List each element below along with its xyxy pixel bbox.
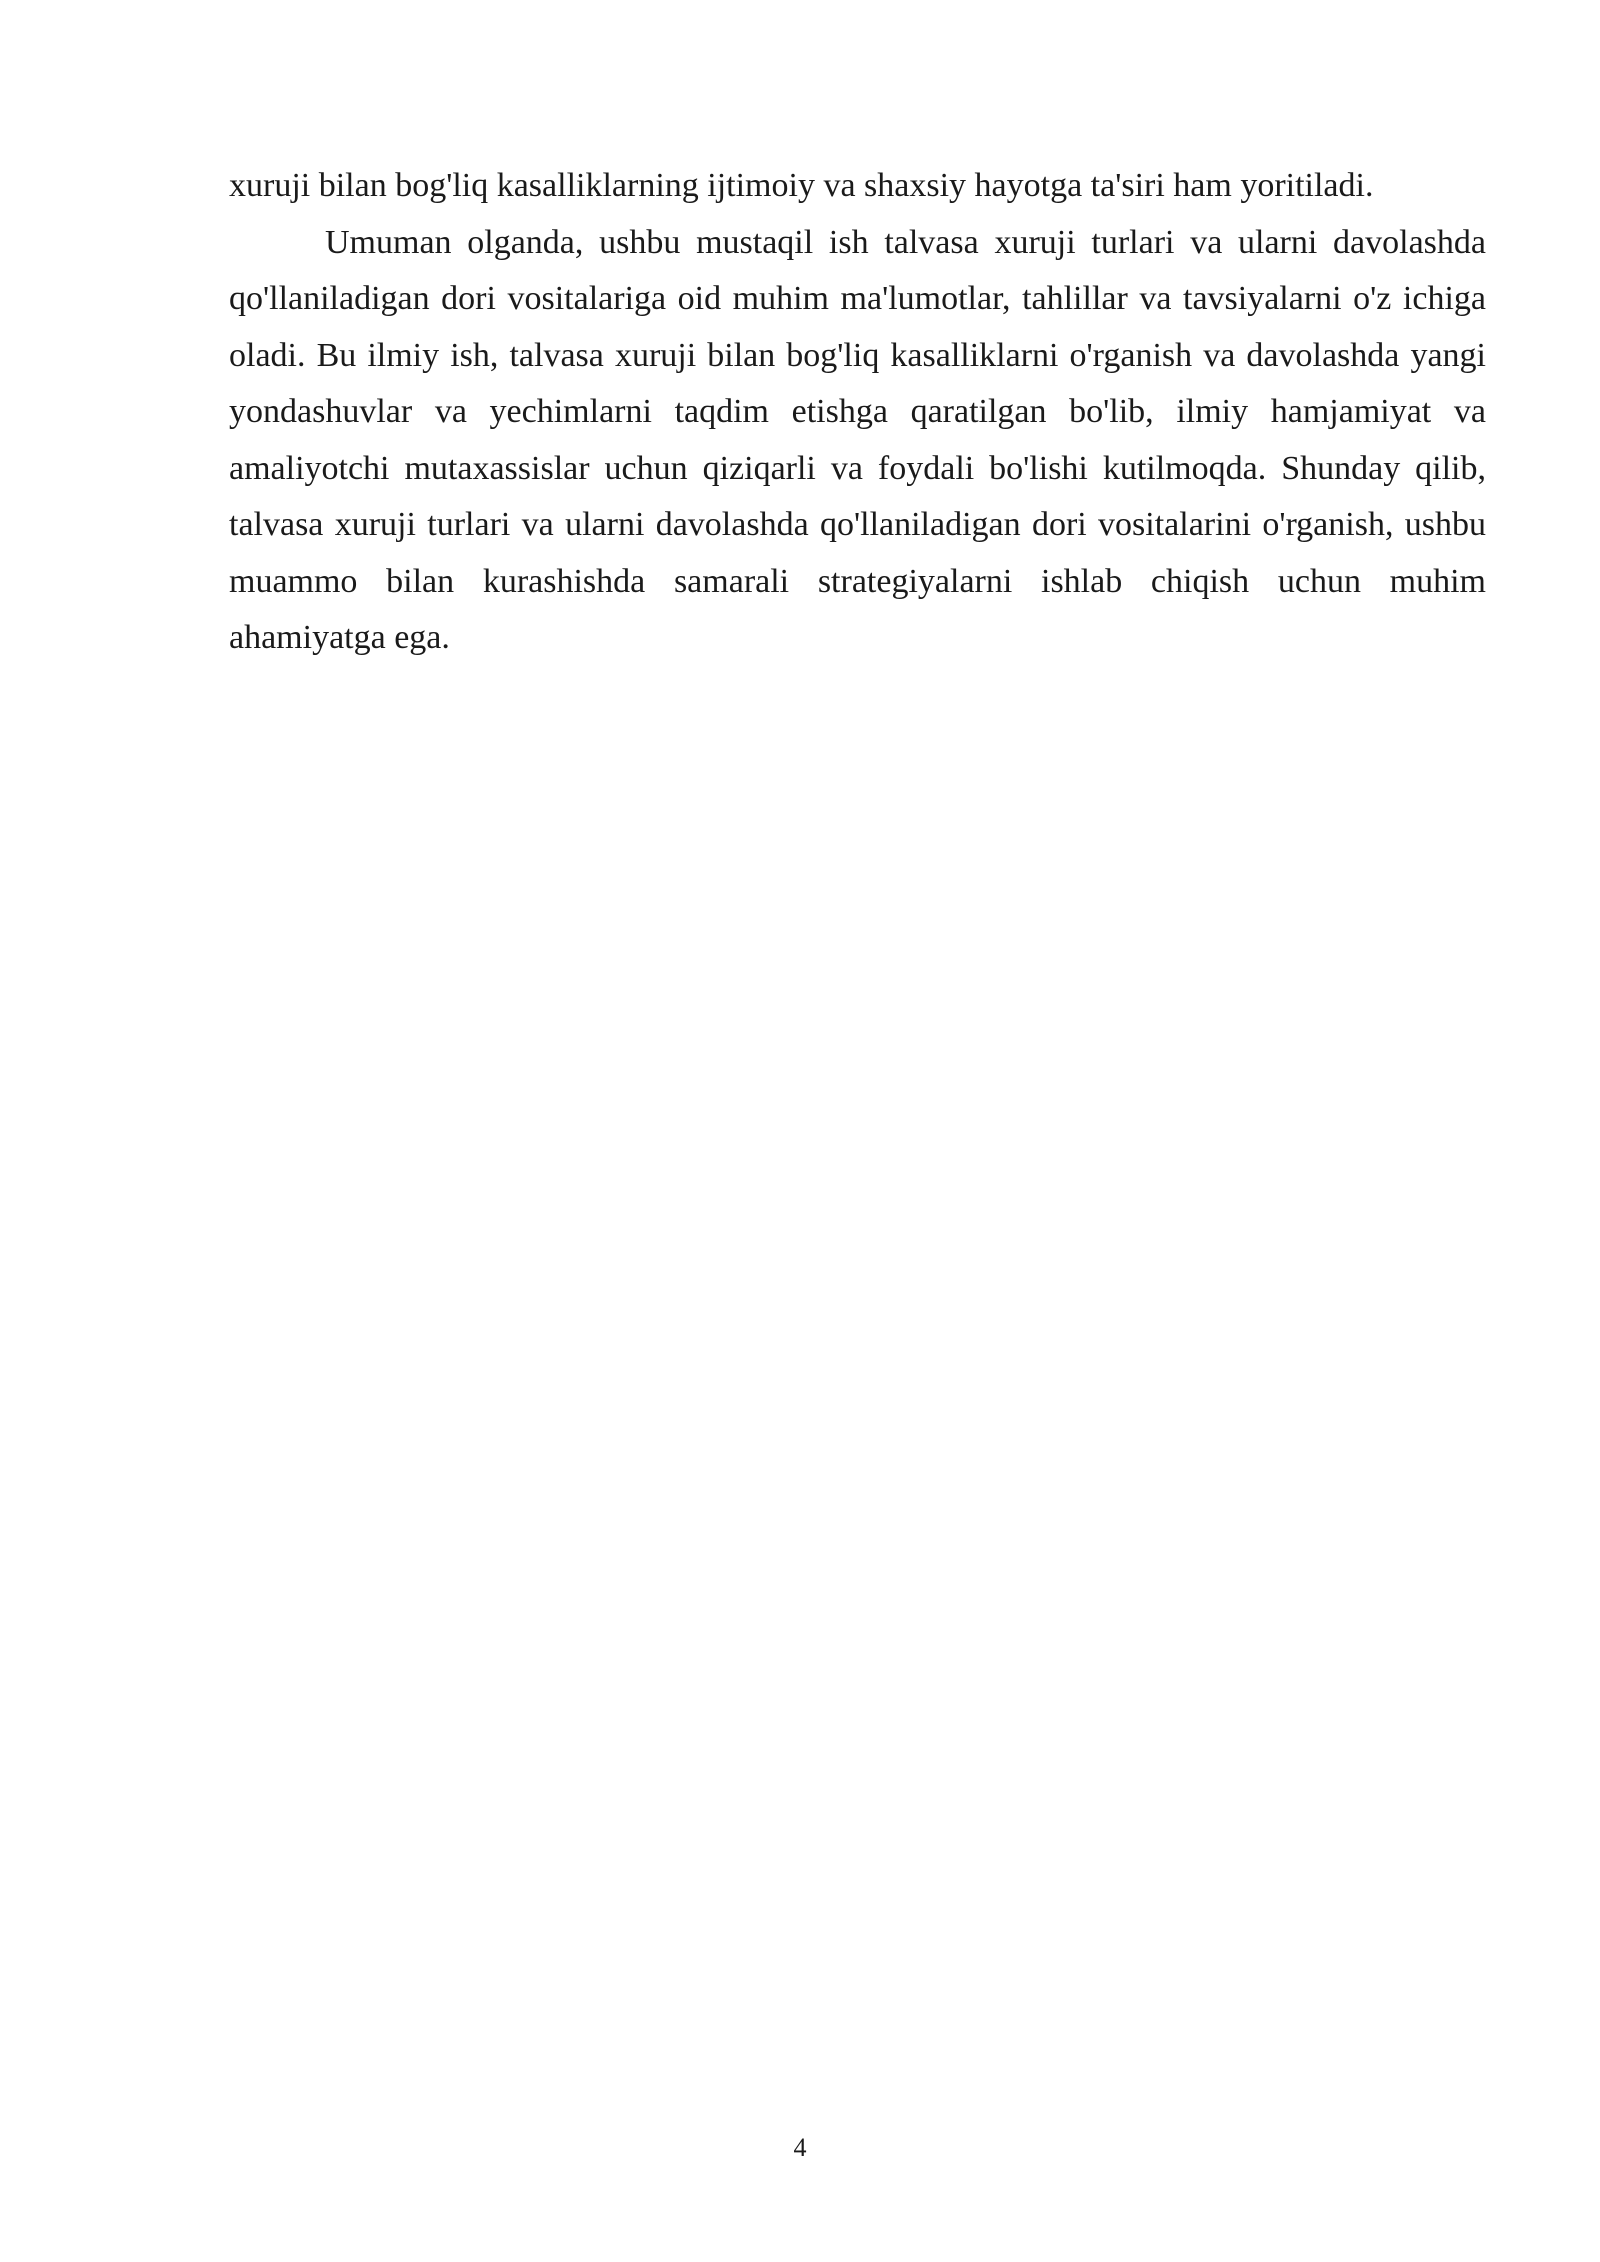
paragraph-continuation: xuruji bilan bog'liq kasalliklarning ijtimoiy va shaxsiy hayotga ta'siri ham yoritiladi. — [229, 167, 1374, 204]
body-text — [229, 158, 1486, 667]
page-number: 4 — [793, 2133, 807, 2162]
paragraph-summary: Umuman olganda, ushbu mustaqil ish talvasa xuruji turlari va ularni davolashda qo'llaniladigan dori vositalariga oid muhim ma'lumotlar, tahlillar va tavsiyalarni o'z ichiga oladi. Bu ilmiy ish, talvasa xuruji bilan bog'liq kasalliklarni o'rganish va davolashda yangi yondashuvlar va yechimlarni taqdim etishga qaratilgan bo'lib, ilmiy hamjamiyat va amaliyotchi mutaxassislar uchun qiziqarli va foydali bo'lishi kutilmoqda. Shunday qilib, talvasa xuruji turlari va ularni davolashda qo'llaniladigan dori vositalarini o'rganish, ushbu muammo bilan kurashishda samarali strategiyalarni ishlab chiqish uchun muhim ahamiyatga ega. — [229, 223, 1486, 656]
